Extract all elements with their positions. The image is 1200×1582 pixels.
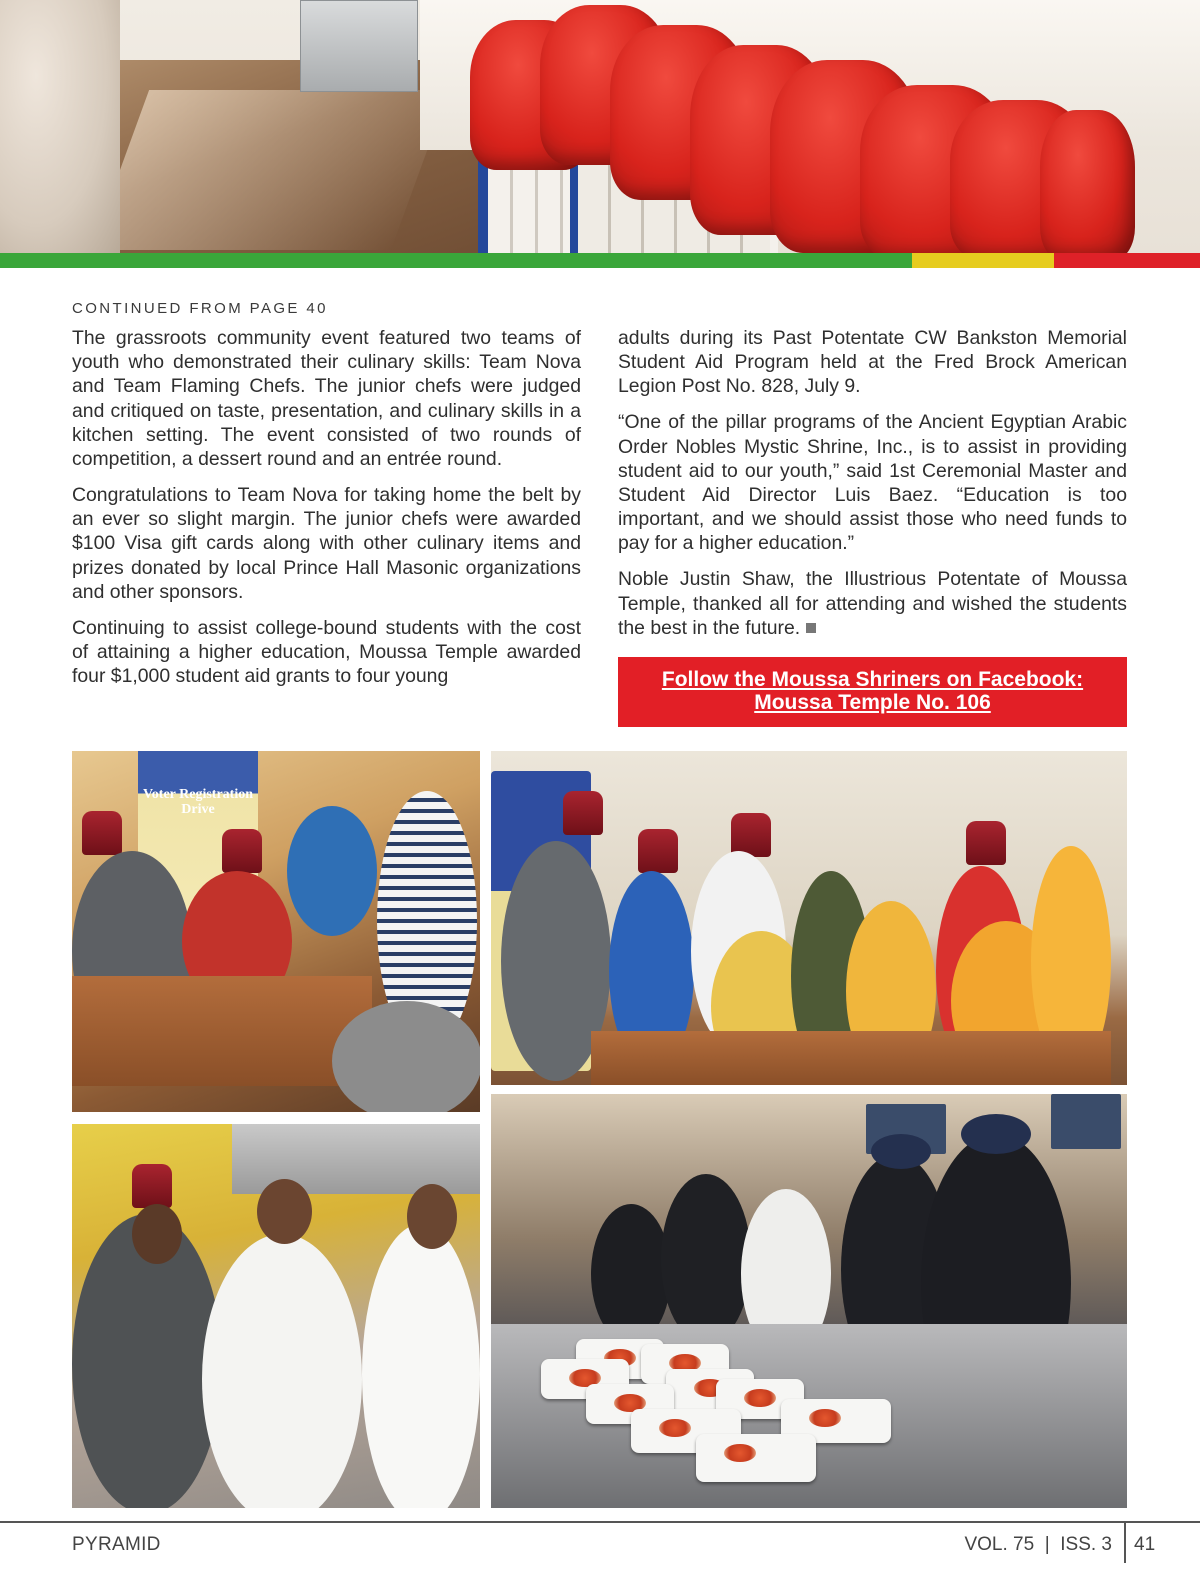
footer-rule: [0, 1521, 1200, 1523]
red-backpack: [1040, 110, 1135, 253]
paragraph-text: Noble Justin Shaw, the Illustrious Potentate of Moussa Temple, thanked all for attending and wished the students the best in the future.: [618, 568, 1127, 639]
chef: [661, 1174, 751, 1344]
head: [257, 1179, 312, 1244]
tv-screen: [1051, 1094, 1121, 1149]
person: [202, 1234, 362, 1508]
end-mark-icon: [806, 623, 816, 633]
paragraph: adults during its Past Potentate CW Bankston Memorial Student Aid Program held at the Fred Brock American Legion Post No. 828, July 9.: [618, 327, 1127, 398]
article-column-right: [618, 326, 1127, 652]
head: [132, 1204, 182, 1264]
page-number: 41: [1134, 1534, 1156, 1555]
chef-hat: [961, 1114, 1031, 1154]
table: [72, 976, 372, 1086]
footer-separator: [1124, 1521, 1126, 1563]
person-blurred: [0, 0, 120, 253]
paragraph: Continuing to assist college-bound students with the cost of attaining a higher education, Moussa Temple awarded four $1,000 student aid grants to four young: [72, 616, 581, 688]
top-photo-backpacks: [0, 0, 1200, 253]
fez: [563, 791, 603, 835]
photo-voter-registration-table: [72, 751, 480, 1112]
stripe-green: [0, 253, 912, 268]
continued-label: CONTINUED FROM PAGE 40: [72, 300, 328, 317]
head: [407, 1184, 457, 1249]
facebook-link-line2[interactable]: Moussa Temple No. 106: [754, 691, 991, 714]
paragraph: “One of the pillar programs of the Ancient Egyptian Arabic Order Nobles Mystic Shrine, Inc., is to assist in providing student aid to our youth,” said 1st Ceremonial Master and Student Aid Director Luis Baez. “Education is too important, and we should assist those who need funds to pay for a higher education.”: [618, 411, 1127, 555]
poster-title: Voter Registration Drive: [142, 787, 254, 817]
paragraph: The grassroots community event featured two teams of youth who demonstrated their culinary skills: Team Nova and Team Flaming Chefs. The junior chefs were judged and critiqued on taste, presentation, and culinary skills in a kitchen setting. The event consisted of two rounds of competition, a dessert round and an entrée round.: [72, 327, 581, 471]
fez: [638, 829, 678, 873]
paragraph-final: [618, 567, 1127, 640]
copier: [300, 0, 418, 92]
stripe-yellow: [912, 253, 1054, 268]
facebook-callout[interactable]: [618, 657, 1127, 727]
table: [591, 1031, 1111, 1085]
chef: [591, 1204, 671, 1344]
chef-hat: [871, 1134, 931, 1169]
photo-three-men-kitchen: [72, 1124, 480, 1508]
stroller: [332, 1001, 480, 1112]
person: [287, 806, 377, 936]
person: [362, 1224, 480, 1508]
issue-info: VOL. 75 | ISS. 3: [964, 1534, 1112, 1555]
photo-group-portrait: [491, 751, 1127, 1085]
fez: [132, 1164, 172, 1208]
paragraph: Congratulations to Team Nova for taking home the belt by an ever so slight margin. The junior chefs were awarded $100 Visa gift cards along with other culinary items and prizes donated by local Prince Hall Masonic organizations and other sponsors.: [72, 484, 581, 603]
article-column-left: [72, 326, 581, 700]
facebook-link-line1[interactable]: Follow the Moussa Shriners on Facebook:: [661, 668, 1084, 691]
fez: [966, 821, 1006, 865]
publication-name: PYRAMID: [72, 1534, 161, 1555]
plate: [696, 1434, 816, 1482]
stripe-red: [1054, 253, 1200, 268]
fez: [82, 811, 122, 855]
photo-junior-chefs-plates: [491, 1094, 1127, 1508]
fez: [222, 829, 262, 873]
